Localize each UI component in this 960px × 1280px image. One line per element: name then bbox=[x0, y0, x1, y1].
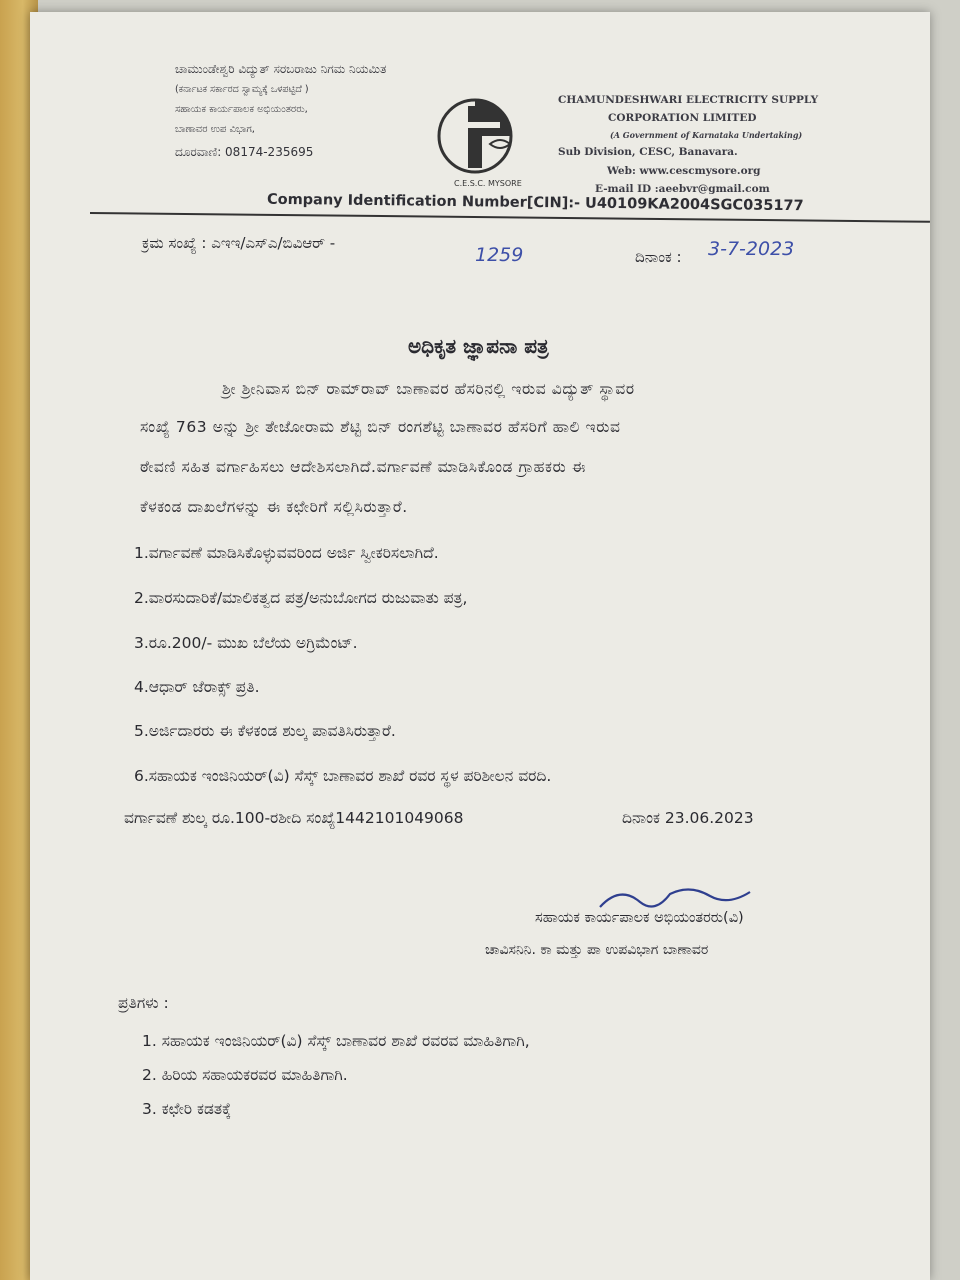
body-line-3: ಠೇವಣಿ ಸಹಿತ ವರ್ಗಾಹಿಸಲು ಆದೇಶಿಸಲಾಗಿದೆ.ವರ್ಗಾವಣೆ ಮಾಡಿಸಿಕೊಂಡ ಗ್ರಾಹಕರು ಈ bbox=[140, 458, 586, 476]
document-title: ಅಧಿಕೃತ ಜ್ಞಾಪನಾ ಪತ್ರ bbox=[408, 334, 549, 358]
letterhead-en-line-1: CHAMUNDESHWARI ELECTRICITY SUPPLY bbox=[558, 94, 819, 106]
fee-date: ದಿನಾಂಕ 23.06.2023 bbox=[622, 809, 754, 827]
letterhead-kn-line-3: ಸಹಾಯಕ ಕಾರ್ಯಪಾಲಕ ಅಭಿಯಂತರರು, bbox=[175, 104, 308, 115]
letterhead-phone: ದೂರವಾಣಿ: 08174-235695 bbox=[175, 145, 314, 159]
logo-caption: C.E.S.C. MYSORE bbox=[454, 179, 522, 188]
cesc-logo-icon bbox=[430, 94, 550, 194]
reference-label: ಕ್ರಮ ಸಂಖ್ಯೆ : ಎಇಇ/ಎಸ್ಎ/ಬಿವಿಆರ್ - bbox=[142, 234, 336, 252]
reference-number: 1259 bbox=[475, 244, 524, 266]
list-item: 5.ಅರ್ಜಿದಾರರು ಈ ಕೆಳಕಂಡ ಶುಲ್ಕ ಪಾವತಿಸಿರುತ್ತಾರೆ. bbox=[134, 722, 396, 740]
letterhead-kn-line-2: (ಕರ್ನಾಟಕ ಸರ್ಕಾರದ ಸ್ವಾಮ್ಯಕ್ಕೆ ಒಳಪಟ್ಟಿದೆ ) bbox=[175, 84, 309, 95]
letterhead-email: E-mail ID :aeebvr@gmail.com bbox=[595, 183, 770, 195]
letterhead-kn-line-4: ಬಾಣಾವರ ಉಪ ವಿಭಾಗ, bbox=[175, 124, 255, 135]
list-item: 3.ರೂ.200/- ಮುಖ ಬೆಲೆಯ ಅಗ್ರಿಮೆಂಟ್. bbox=[134, 634, 358, 652]
list-item: 4.ಆಧಾರ್ ಜೆರಾಕ್ಸ್ ಪ್ರತಿ. bbox=[134, 678, 260, 696]
signature-title: ಸಹಾಯಕ ಕಾರ್ಯಪಾಲಕ ಅಭಿಯಂತರರು(ವಿ) bbox=[535, 910, 744, 926]
copies-item: 1. ಸಹಾಯಕ ಇಂಜಿನಿಯರ್(ವಿ) ಸೆಸ್ಕ್ ಬಾಣಾವರ ಶಾಖೆ ರವರವ ಮಾಹಿತಿಗಾಗಿ, bbox=[142, 1032, 530, 1050]
copies-label: ಪ್ರತಿಗಳು : bbox=[118, 994, 169, 1012]
letterhead-en-line-4: Sub Division, CESC, Banavara. bbox=[558, 146, 738, 158]
body-line-4: ಕೆಳಕಂಡ ದಾಖಲೆಗಳನ್ನು ಈ ಕಛೇರಿಗೆ ಸಲ್ಲಿಸಿರುತ್ತಾರೆ. bbox=[140, 498, 408, 516]
list-item: 6.ಸಹಾಯಕ ಇಂಜಿನಿಯರ್(ವಿ) ಸೆಸ್ಕ್ ಬಾಣಾವರ ಶಾಖೆ ರವರ ಸ್ಥಳ ಪರಿಶೀಲನ ವರದಿ. bbox=[134, 767, 552, 785]
fee-line: ವರ್ಗಾವಣೆ ಶುಲ್ಕ ರೂ.100-ರಶೀದಿ ಸಂಖ್ಯೆ1442101049068 bbox=[124, 809, 464, 827]
cin-line: Company Identification Number[CIN]:- U40109KA2004SGC035177 bbox=[266, 191, 804, 215]
list-item: 1.ವರ್ಗಾವಣೆ ಮಾಡಿಸಿಕೊಳ್ಳುವವರಿಂದ ಅರ್ಜಿ ಸ್ವೀಕರಿಸಲಾಗಿದೆ. bbox=[134, 544, 439, 562]
letterhead-web: Web: www.cescmysore.org bbox=[607, 165, 761, 177]
letterhead-en-line-3: (A Government of Karnataka Undertaking) bbox=[610, 130, 803, 140]
copies-item: 2. ಹಿರಿಯ ಸಹಾಯಕರವರ ಮಾಹಿತಿಗಾಗಿ. bbox=[142, 1066, 348, 1084]
list-item: 2.ವಾರಸುದಾರಿಕೆ/ಮಾಲಿಕತ್ವದ ಪತ್ರ/ಅನುಬೋಗದ ರುಜುವಾತು ಪತ್ರ, bbox=[134, 589, 468, 607]
signature-office: ಚಾವಿಸನಿನಿ. ಕಾ ಮತ್ತು ಪಾ ಉಪವಿಭಾಗ ಬಾಣಾವರ bbox=[485, 942, 709, 958]
header-divider bbox=[90, 212, 930, 223]
body-line-1: ಶ್ರೀ ಶ್ರೀನಿವಾಸ ಬಿನ್ ರಾಮ್‌ರಾವ್ ಬಾಣಾವರ ಹೆಸರಿನಲ್ಲಿ ಇರುವ ವಿದ್ಯುತ್ ಸ್ಥಾವರ bbox=[222, 380, 635, 398]
date-value: 3-7-2023 bbox=[708, 238, 795, 260]
letterhead-en-line-2: CORPORATION LIMITED bbox=[608, 112, 757, 124]
letterhead-kn-line-1: ಚಾಮುಂಡೇಶ್ವರಿ ವಿದ್ಯುತ್ ಸರಬರಾಜು ನಿಗಮ ನಿಯಮಿತ bbox=[175, 62, 387, 76]
copies-item: 3. ಕಛೇರಿ ಕಡತಕ್ಕೆ bbox=[142, 1100, 232, 1118]
document-page bbox=[30, 12, 930, 1280]
date-label: ದಿನಾಂಕ : bbox=[635, 248, 682, 266]
body-line-2: ಸಂಖ್ಯೆ 763 ಅನ್ನು ಶ್ರೀ ತೇಜೋರಾಮ ಶೆಟ್ಟಿ ಬಿನ್ ರಂಗಶೆಟ್ಟಿ ಬಾಣಾವರ ಹೆಸರಿಗೆ ಹಾಲಿ ಇರುವ bbox=[140, 418, 621, 436]
